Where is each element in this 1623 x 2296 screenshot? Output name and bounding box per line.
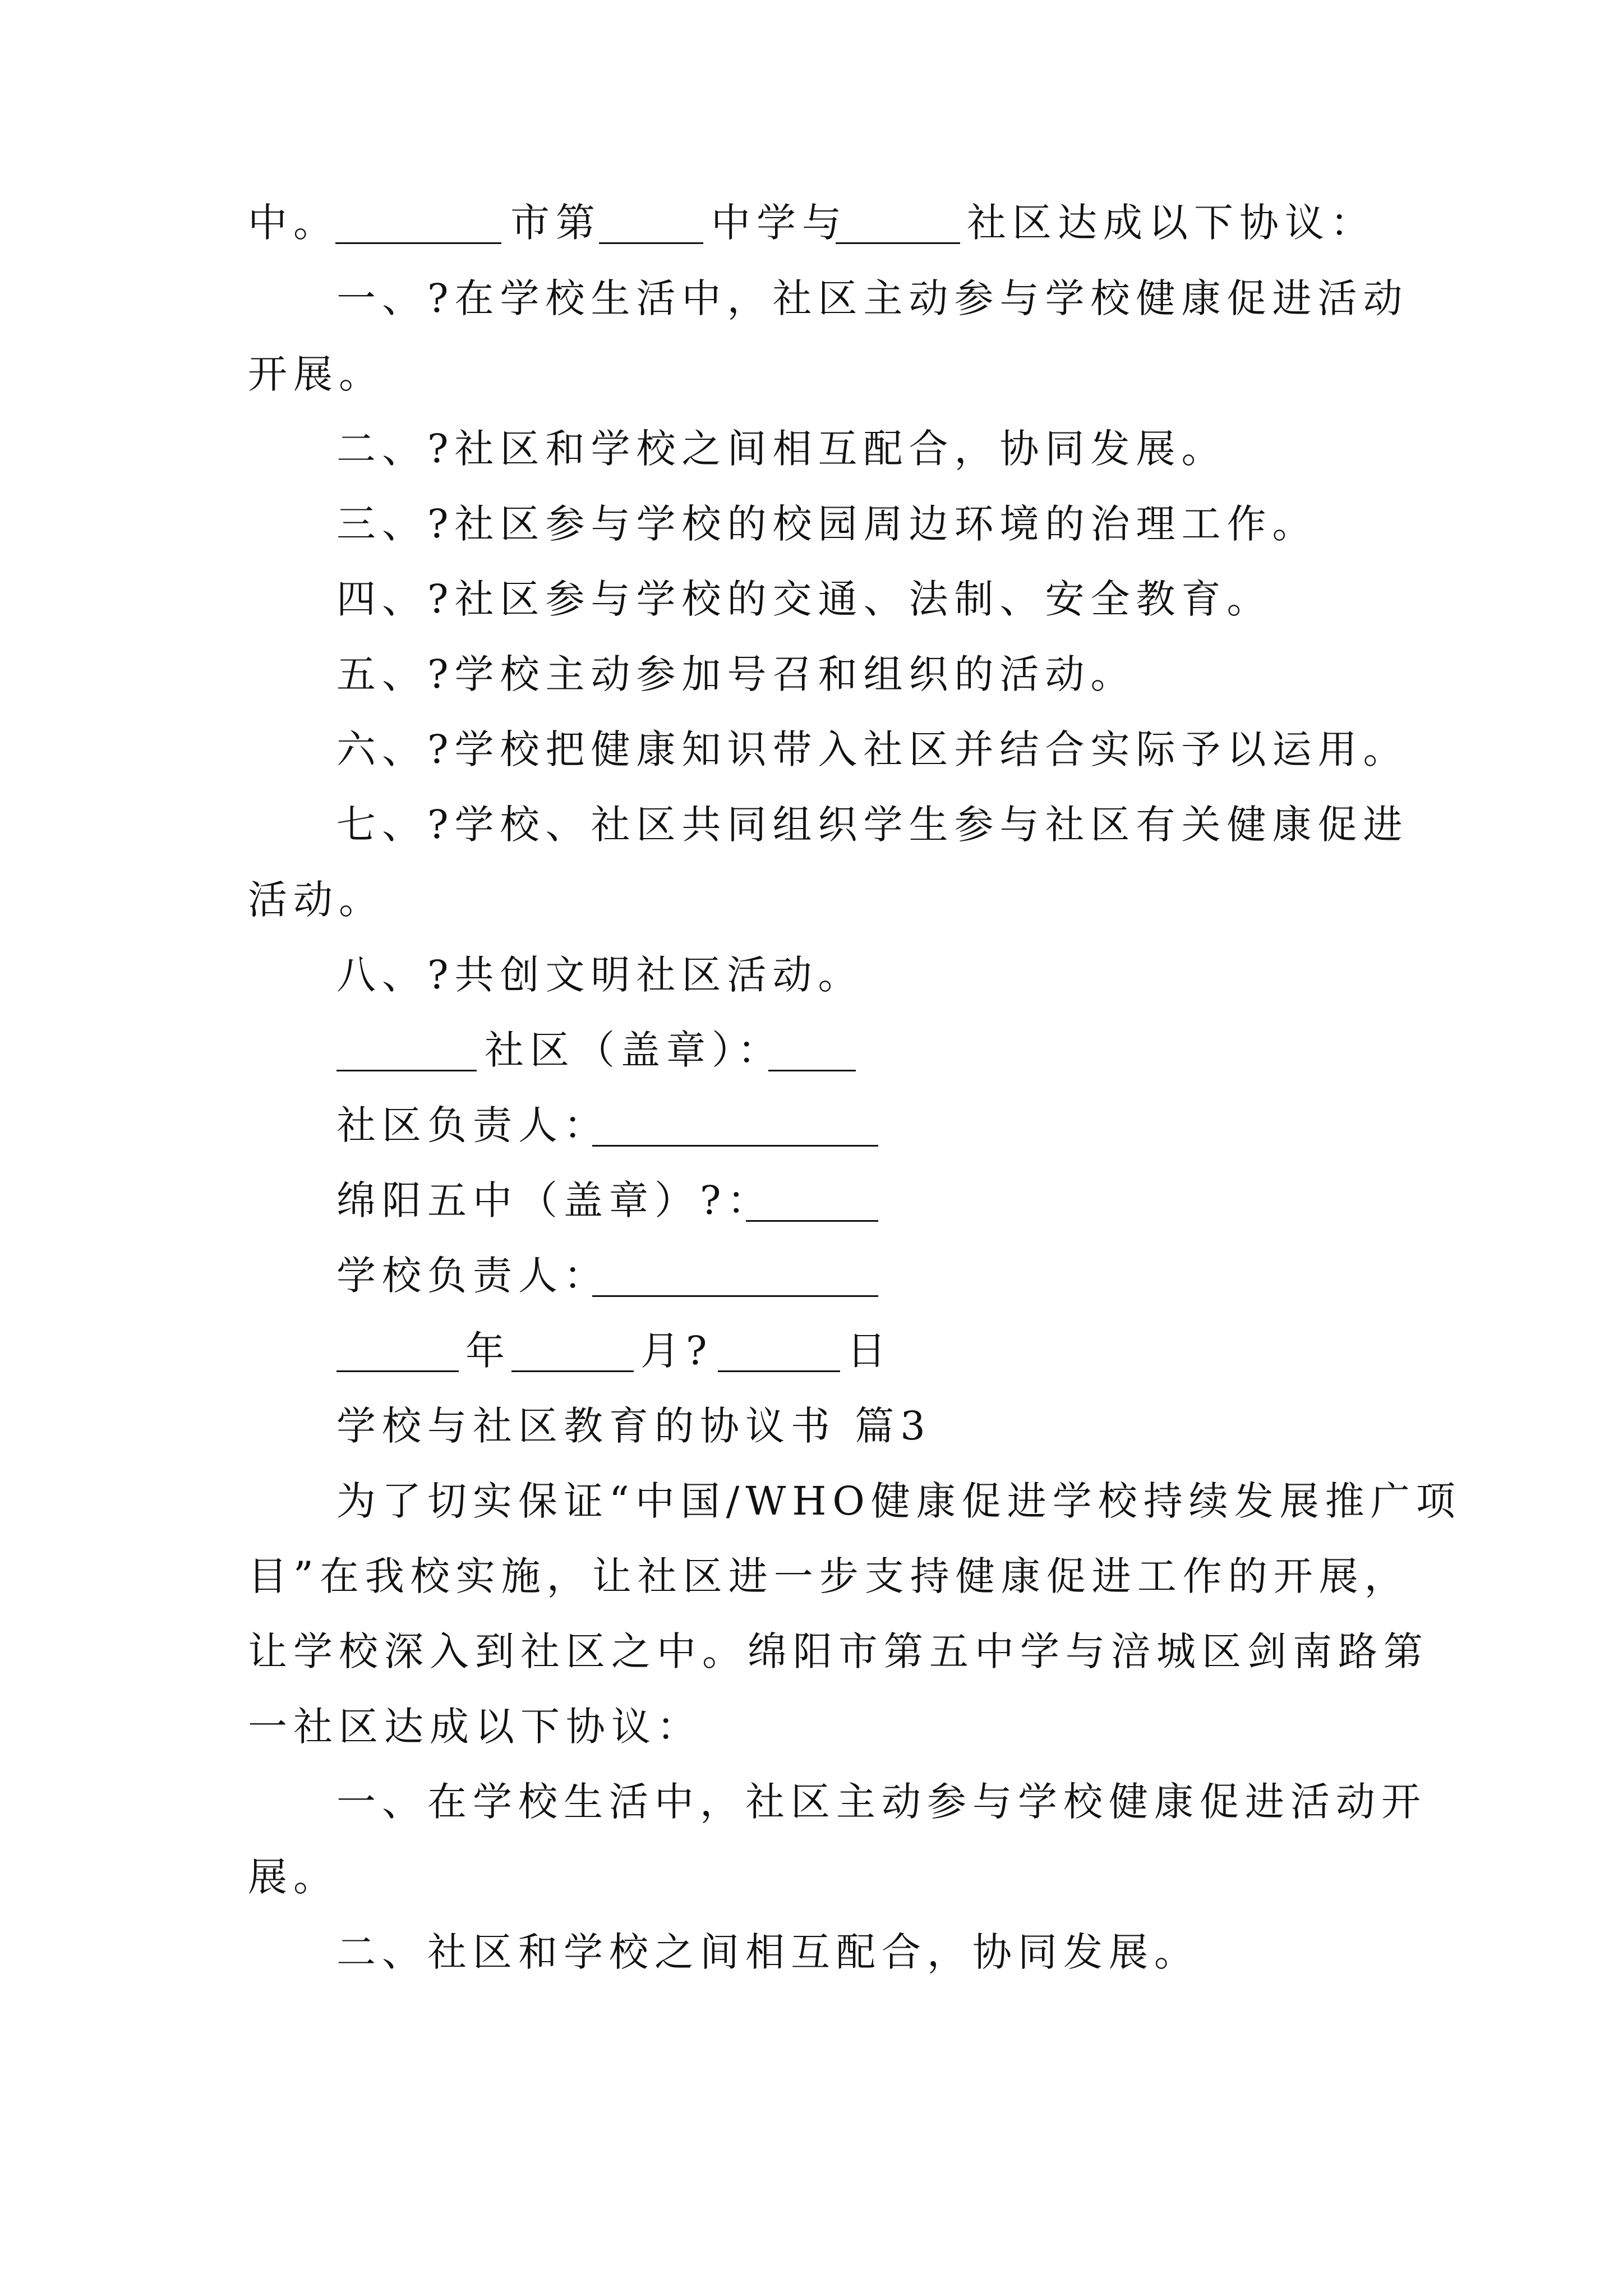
intro-paragraph-line-3: 让学校深入到社区之中。绵阳市第五中学与涪城区剑南路第	[248, 1628, 1429, 1674]
intro-paragraph-line-2: 目”在我校实施，让社区进一步支持健康促进工作的开展，	[248, 1553, 1410, 1599]
community-leader-label: 社区负责人：	[336, 1102, 609, 1148]
community-leader-blank	[592, 1106, 878, 1147]
agreement-item-7: 七、?学校、社区共同组织学生参与社区有关健康促进	[336, 802, 1409, 848]
community-seal-label: 社区（盖章）：	[485, 1027, 783, 1073]
year-label: 年	[465, 1328, 511, 1374]
agreement-item-2: 二、?社区和学校之间相互配合，协同发展。	[336, 426, 1227, 472]
city-blank	[335, 203, 501, 244]
intro-paragraph-line-4: 一社区达成以下协议：	[248, 1704, 702, 1750]
agreement-item-4: 四、?社区参与学校的交通、法制、安全教育。	[336, 576, 1272, 622]
day-blank	[718, 1331, 840, 1372]
school-leader-blank	[592, 1256, 878, 1297]
community-leader-line	[0, 1094, 1623, 1156]
date-line	[0, 1320, 1623, 1382]
agreement-item-8: 八、?共创文明社区活动。	[336, 952, 864, 998]
opening-text-end: 社区达成以下协议：	[967, 200, 1376, 246]
day-label: 日	[847, 1328, 892, 1374]
section-title: 学校与社区教育的协议书 篇3	[336, 1403, 932, 1449]
agreement-item-6: 六、?学校把健康知识带入社区并结合实际予以运用。	[336, 726, 1409, 772]
school-leader-label: 学校负责人：	[336, 1253, 609, 1299]
agreement-item-1-section-3: 一、在学校生活中，社区主动参与学校健康促进活动开	[336, 1779, 1427, 1825]
agreement-item-3: 三、?社区参与学校的校园周边环境的治理工作。	[336, 501, 1318, 547]
opening-line	[0, 192, 1623, 254]
opening-text-school: 中学与	[711, 200, 847, 246]
school-seal-label: 绵阳五中（盖章）?：	[336, 1177, 773, 1223]
agreement-item-1-section-3-continued: 展。	[248, 1854, 339, 1900]
community-blank	[836, 203, 960, 244]
community-seal-blank	[768, 1030, 856, 1071]
school-number-blank	[599, 203, 703, 244]
agreement-item-5: 五、?学校主动参加号召和组织的活动。	[336, 651, 1136, 697]
school-seal-line	[0, 1170, 1623, 1231]
agreement-item-2-section-3: 二、社区和学校之间相互配合，协同发展。	[336, 1929, 1200, 1975]
agreement-item-1: 一、?在学校生活中，社区主动参与学校健康促进活动	[336, 275, 1409, 321]
opening-text-start: 中。	[248, 200, 339, 246]
year-blank	[336, 1331, 459, 1372]
month-label: 月?	[640, 1328, 713, 1374]
school-seal-blank	[746, 1181, 878, 1222]
opening-text-city: 市第	[510, 200, 601, 246]
intro-paragraph-line-1: 为了切实保证“中国/WHO健康促进学校持续发展推广项	[336, 1478, 1461, 1524]
community-seal-line	[0, 1019, 1623, 1081]
community-name-blank	[336, 1030, 477, 1071]
month-blank	[511, 1331, 634, 1372]
agreement-item-7-continued: 活动。	[248, 877, 384, 923]
agreement-item-1-continued: 开展。	[248, 351, 384, 397]
school-leader-line	[0, 1245, 1623, 1306]
